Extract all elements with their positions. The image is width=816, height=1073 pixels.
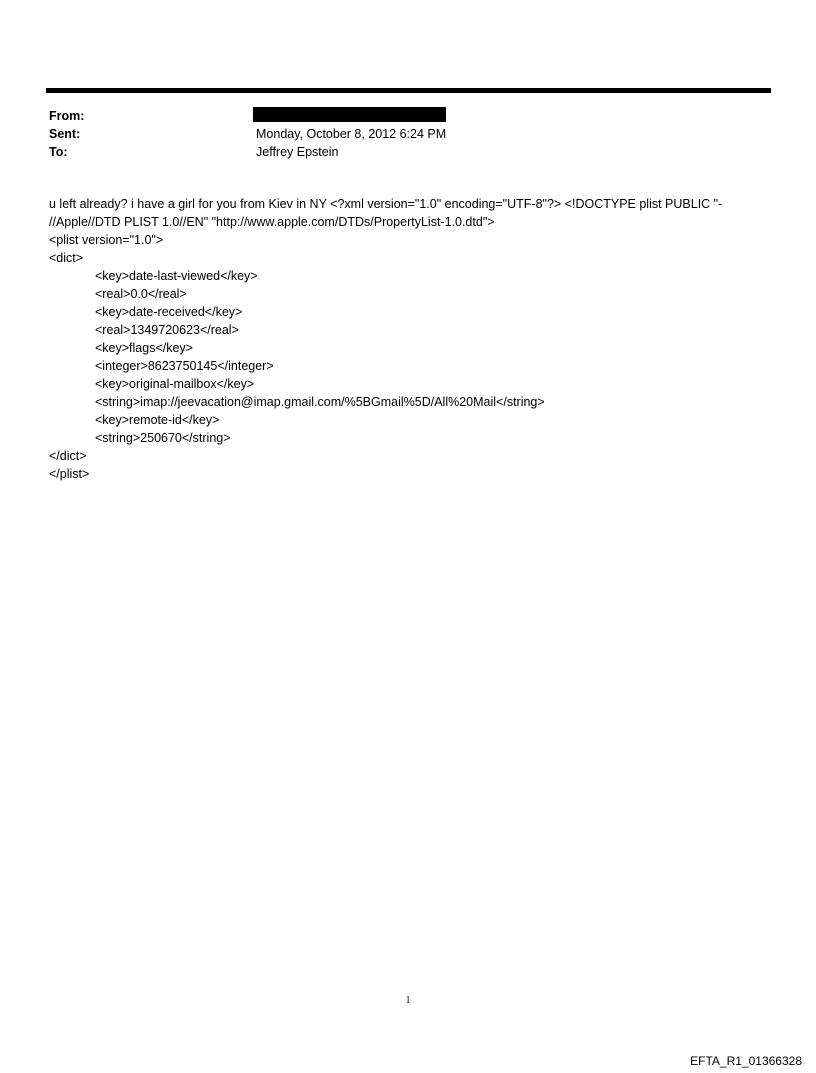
body-line: <key>original-mailbox</key> bbox=[95, 377, 255, 391]
to-label: To: bbox=[49, 145, 68, 159]
redacted-sender bbox=[253, 107, 446, 122]
page-number: 1 bbox=[405, 995, 411, 1006]
email-body bbox=[49, 195, 779, 483]
body-line: <key>remote-id</key> bbox=[95, 413, 220, 427]
body-line: <real>0.0</real> bbox=[95, 287, 187, 301]
body-line: <real>1349720623</real> bbox=[95, 323, 239, 337]
body-line: </plist> bbox=[49, 467, 90, 481]
sent-label: Sent: bbox=[49, 127, 81, 141]
body-line: <plist version="1.0"> bbox=[49, 233, 164, 247]
to-value: Jeffrey Epstein bbox=[256, 145, 339, 159]
body-line: u left already? i have a girl for you from Kiev in NY <?xml version="1.0" encoding="UTF-8"?> <!DOCTYPE plist PUBLIC "- bbox=[49, 197, 723, 211]
body-line: <key>date-last-viewed</key> bbox=[95, 269, 258, 283]
body-line: <string>250670</string> bbox=[95, 431, 231, 445]
body-line: <key>date-received</key> bbox=[95, 305, 243, 319]
body-line: <dict> bbox=[49, 251, 84, 265]
body-line: <integer>8623750145</integer> bbox=[95, 359, 274, 373]
bates-number: EFTA_R1_01366328 bbox=[690, 1054, 802, 1068]
body-line: <string>imap://jeevacation@imap.gmail.com/%5BGmail%5D/All%20Mail</string> bbox=[95, 395, 545, 409]
sent-value: Monday, October 8, 2012 6:24 PM bbox=[256, 127, 447, 141]
body-line: <key>flags</key> bbox=[95, 341, 193, 355]
body-line: //Apple//DTD PLIST 1.0//EN" "http://www.apple.com/DTDs/PropertyList-1.0.dtd"> bbox=[49, 215, 495, 229]
body-line: </dict> bbox=[49, 449, 87, 463]
from-label: From: bbox=[49, 109, 85, 123]
header-rule bbox=[46, 88, 771, 93]
